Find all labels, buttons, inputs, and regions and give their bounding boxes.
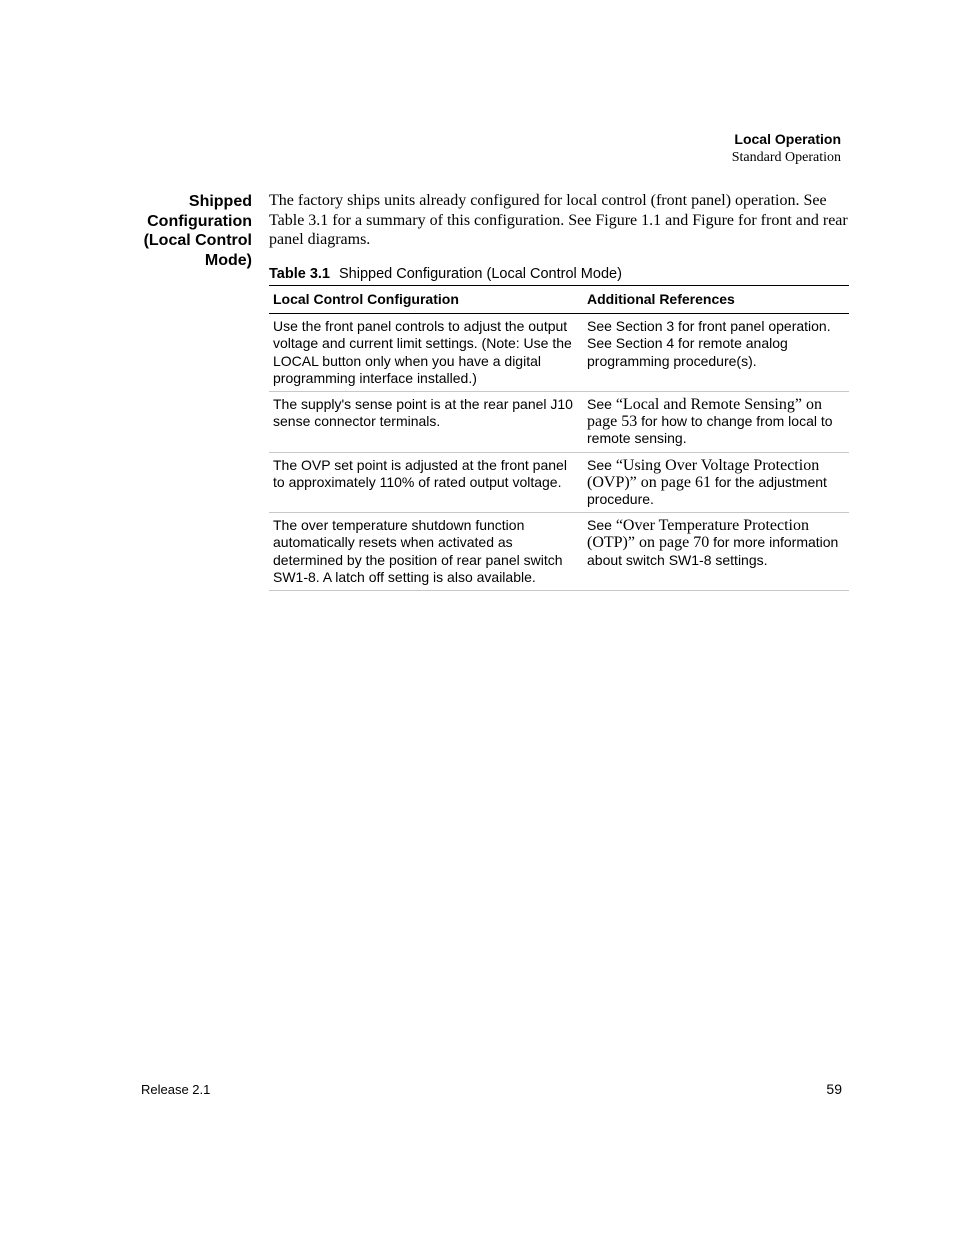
config-cell: The over temperature shutdown function automatically resets when activated as determined by the position of rear panel switch SW1-8. A latch off setting is also available.	[269, 513, 579, 591]
reference-text: See	[587, 396, 616, 413]
reference-text: See Section 3 for front panel operation. See Section 4 for remote analog programming procedure(s).	[587, 318, 831, 369]
table-caption	[269, 266, 622, 282]
table-caption-title: Shipped Configuration (Local Control Mode)	[338, 266, 622, 282]
table-row	[269, 392, 849, 453]
column-header-config: Local Control Configuration	[269, 286, 579, 314]
cross-reference-link[interactable]: “Local and Remote Sensing” on page 53	[587, 396, 822, 431]
config-cell: Use the front panel controls to adjust the output voltage and current limit settings. (Note: Use the LOCAL button only when you have a digital programming interface installed.)	[269, 314, 579, 392]
reference-cell	[579, 513, 849, 591]
config-cell: The OVP set point is adjusted at the front panel to approximately 110% of rated output voltage.	[269, 452, 579, 513]
table-header-row	[269, 286, 849, 314]
table-row	[269, 314, 849, 392]
reference-text: for how to change from local to remote sensing.	[587, 413, 833, 447]
config-cell: The supply's sense point is at the rear panel J10 sense connector terminals.	[269, 392, 579, 453]
cross-reference-link[interactable]: “Using Over Voltage Protection (OVP)” on page 61	[587, 456, 820, 491]
footer-page-number: 59	[826, 1081, 842, 1097]
table-row	[269, 513, 849, 591]
reference-text: See	[587, 517, 616, 534]
reference-cell	[579, 314, 849, 392]
side-heading	[112, 192, 252, 270]
column-header-references: Additional References	[579, 286, 849, 314]
footer-release: Release 2.1	[141, 1082, 211, 1097]
reference-cell	[579, 392, 849, 453]
reference-cell	[579, 452, 849, 513]
reference-text: for the adjustment procedure.	[587, 473, 827, 508]
side-heading-line: Mode)	[204, 251, 252, 269]
side-heading-line: Configuration	[147, 212, 252, 230]
intro-paragraph: The factory ships units already configured for local control (front panel) operation. See Table 3.1 for a summary of this configuration. See Figure 1.1 and Figure for front and rear panel diagrams.	[269, 192, 848, 248]
header-section-title: Standard Operation	[731, 150, 841, 165]
configuration-table	[269, 285, 849, 591]
side-heading-line: (Local Control	[143, 232, 252, 250]
cross-reference-link[interactable]: “Over Temperature Protection (OTP)” on page 70	[587, 517, 809, 552]
table-row	[269, 452, 849, 513]
side-heading-line: Shipped	[188, 193, 252, 210]
reference-text: See	[587, 456, 616, 473]
table-caption-number: Table 3.1	[269, 266, 330, 282]
header-chapter-title: Local Operation	[734, 131, 841, 147]
reference-text: for more information about switch SW1-8 settings.	[587, 534, 839, 568]
